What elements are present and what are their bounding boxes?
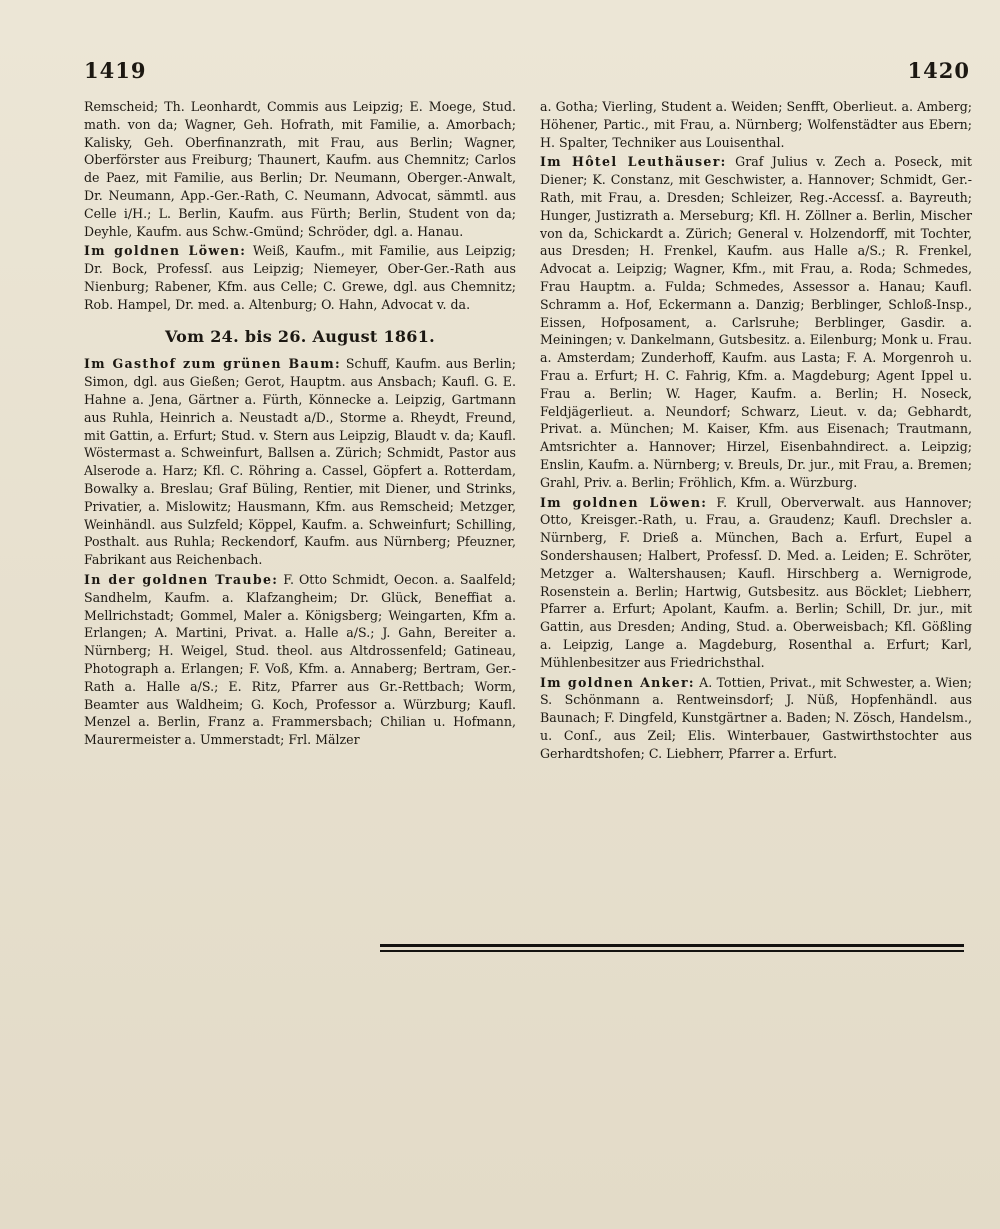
hotel-entry-leuthaeuser xyxy=(540,153,972,491)
hotel-name: Im Hôtel Leuthäuser: xyxy=(540,154,727,170)
hotel-name: Im Gasthof zum grünen Baum: xyxy=(84,356,341,372)
guest-list: Weiß, Kaufm., mit Familie, aus Leipzig; Dr. Bock, Professſ. aus Leipzig; Niemeyer, Ober-Ger.-Rath aus Nienburg; Rabener, Kfm. aus Celle; C. Grewe, dgl. aus Chemnitz; Rob. Hampel, Dr. med. a. Altenburg; O. Hahn, Advocat v. da. xyxy=(84,243,517,312)
guest-list: Graf Julius v. Zech a. Poseck, mit Diener; K. Constanz, mit Geschwister, a. Hannover; Schmidt, Ger.-Rath, mit Frau, a. Dresden; Schleizer, Reg.-Accessſ. a. Bayreuth; Hunger, Justizrath a. Merseburg; Kfl. H. Zöllner a. Berlin, Mischer von da, Schickardt a. Zürich; General v. Holzendorff, mit Tochter, aus Dresden; H. Frenkel, Kaufm. aus Halle a/S.; R. Frenkel, Advocat a. Leipzig; Wagner, Kfm., mit Frau, a. Roda; Schmedes, Frau Hauptm. a. Fulda; Schmedes, Assessor a. Hanau; Kaufl. Schramm a. Hof, Eckermann a. Danzig; Berblinger, Schloß-Insp., Eissen, Hofposament, a. Carlsruhe; Berblinger, Gasdir. a. Meiningen; v. Dankelmann, Gutsbesitz. a. Eilenburg; Monk u. Frau. a. Amsterdam; Zunderhoff, Kaufm. aus Lasta; F. A. Morgenroh u. Frau a. Erfurt; H. C. Fahrig, Kfm. a. Magdeburg; Agent Ippel u. Frau a. Berlin; W. Hager, Kaufm. a. Berlin; H. Noseck, Feldjägerlieut. a. Neundorf; Schwarz, Lieut. v. da; Gebhardt, Privat. a. München; M. Kaiser, Kfm. aus Eisenach; Trautmann, Amtsrichter a. Hannover; Hirzel, Eisenbahndirect. a. Leipzig; Enslin, Kaufm. a. Nürnberg; v. Breuls, Dr. jur., mit Frau, a. Bremen; Grahl, Priv. a. Berlin; Fröhlich, Kfm. a. Würzburg. xyxy=(540,154,972,490)
hotel-name: Im goldnen Anker: xyxy=(540,674,695,690)
hotel-entry-goldner-anker xyxy=(540,674,972,763)
hotel-entry-goldner-loewe-2 xyxy=(540,494,972,672)
hotel-name: Im goldnen Löwen: xyxy=(540,494,708,510)
section-divider-thick xyxy=(380,944,964,947)
guest-list-continuation: a. Gotha; Vierling, Student a. Weiden; Senfft, Oberlieut. a. Amberg; Höhener, Partic., mit Frau, a. Nürnberg; Wolfenstädter aus Ebern; H. Spalter, Techniker aus Louisenthal. xyxy=(540,99,972,150)
hotel-entry-goldne-traube xyxy=(84,571,516,749)
hotel-name: Im goldnen Löwen: xyxy=(84,243,247,259)
page-number-right: 1420 xyxy=(907,58,970,83)
hotel-entry-gruener-baum xyxy=(84,355,516,569)
guest-list: Schuff, Kaufm. aus Berlin; Simon, dgl. aus Gießen; Gerot, Hauptm. aus Ansbach; Kaufl. G. E. Hahne a. Jena, Gärtner a. Fürth, Könnecke a. Leipzig, Gartmann aus Ruhla, Heinrich a. Neustadt a/D., Storme a. Rheydt, Freund, mit Gattin, a. Erfurt; Stud. v. Stern aus Leipzig, Blaudt v. da; Kaufl. Wöstermast a. Schweinfurt, Ballsen a. Zürich; Schmidt, Pastor aus Alserode a. Harz; Kfl. C. Röhring a. Cassel, Göpfert a. Rotterdam, Bowalky a. Breslau; Graf Büling, Rentier, mit Diener, und Strinks, Privatier, a. Mislowitz; Hausmann, Kfm. aus Remscheid; Metzger, Weinhändl. aus Sulzfeld; Köppel, Kaufm. a. Schweinfurt; Schilling, Posthalt. aus Ruhla; Reckendorf, Kaufm. aus Nürnberg; Pfeuzner, Fabrikant aus Reichenbach. xyxy=(84,356,516,568)
date-heading: Vom 24. bis 26. August 1861. xyxy=(164,326,436,346)
section-divider-thin xyxy=(380,950,964,952)
right-column xyxy=(540,98,972,764)
page-number-left: 1419 xyxy=(84,58,147,83)
hotel-entry-goldner-loewe-1 xyxy=(84,242,516,313)
left-column xyxy=(84,98,516,751)
hotel-name: In der goldnen Traube: xyxy=(84,571,279,587)
guest-list: F. Krull, Oberverwalt. aus Hannover; Otto, Kreisger.-Rath, u. Frau, a. Graudenz; Kaufl. Drechsler a. Nürnberg, F. Drieß a. München, Bach a. Erfurt, Eupel a Sondershausen; Halbert, Professſ. D. Med. a. Leiden; E. Schröter, Metzger a. Waltershausen; Kaufl. Hirschberg a. Wernigrode, Rosenstein a. Berlin; Hartwig, Gutsbesitz. aus Böcklet; Liebherr, Pfarrer a. Erfurt; Apolant, Kaufm. a. Berlin; Schill, Dr. jur., mit Gattin, aus Dresden; Anding, Stud. a. Oberweisbach; Kfl. Gößling a. Leipzig, Lange a. Magdeburg, Rosenthal a. Erfurt; Karl, Mühlenbesitzer aus Friedrichsthal. xyxy=(540,494,972,670)
guest-list: F. Otto Schmidt, Oecon. a. Saalfeld; Sandhelm, Kaufm. a. Klafzangheim; Dr. Glück, Beneffiat a. Mellrichstadt; Gommel, Maler a. Königsberg; Weingarten, Kfm a. Erlangen; A. Martini, Privat. a. Halle a/S.; J. Gahn, Bereiter a. Nürnberg; H. Weigel, Stud. theol. aus Altdrossenfeld; Gatineau, Photograph a. Erlangen; F. Voß, Kfm. a. Annaberg; Bertram, Ger.-Rath a. Halle a/S.; E. Ritz, Pfarrer aus Gr.-Rettbach; Worm, Beamter aus Waldheim; G. Koch, Professor a. Würzburg; Kaufl. Menzel a. Berlin, Franz a. Frammersbach; Chilian u. Hofmann, Maurermeister a. Ummerstadt; Frl. Mälzer xyxy=(84,571,517,748)
guest-list-continuation: Remscheid; Th. Leonhardt, Commis aus Leipzig; E. Moege, Stud. math. von da; Wagner, Geh. Hofrath, mit Familie, a. Amorbach; Kalisky, Geh. Oberfinanzrath, mit Frau, aus Berlin; Wagner, Oberförster aus Freiburg; Thaunert, Kaufm. aus Chemnitz; Carlos de Paez, mit Familie, aus Berlin; Dr. Neumann, Oberger.-Anwalt, Dr. Neumann, App.-Ger.-Rath, C. Neumann, Advocat, sämmtl. aus Celle i/H.; L. Berlin, Kaufm. aus Fürth; Berlin, Student von da; Deyhle, Kaufm. aus Schw.-Gmünd; Schröder, dgl. a. Hanau. xyxy=(84,99,516,239)
guest-list: A. Tottien, Privat., mit Schwester, a. Wien; S. Schönmann a. Rentweinsdorf; J. Nüß, Hopfenhändl. aus Baunach; F. Dingfeld, Kunstgärtner a. Baden; N. Zösch, Handelsm., u. Conſ., aus Zeil; Elis. Winterbauer, Gastwirthstochter aus Gerhardtshofen; C. Liebherr, Pfarrer a. Erfurt. xyxy=(540,674,973,761)
